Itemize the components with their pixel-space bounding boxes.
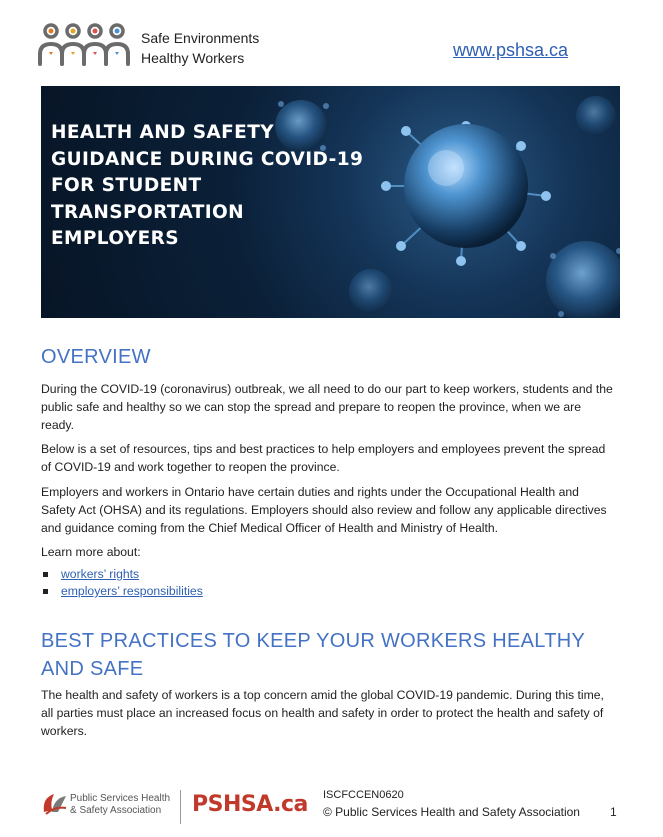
copyright-text: © Public Services Health and Safety Association (323, 805, 580, 819)
people-group-logo-icon (36, 20, 132, 66)
footer-org-name (70, 793, 170, 817)
overview-heading: OVERVIEW (41, 346, 151, 368)
best-practices-heading (41, 627, 585, 683)
hero-banner (41, 86, 620, 318)
tagline-line-1: Safe Environments (141, 30, 260, 46)
document-title: HEALTH AND SAFETY GUIDANCE DURING COVID-19 FOR STUDENT TRANSPORTATION EMPLOYERS (51, 122, 364, 249)
employers-responsibilities-link[interactable]: employers’ responsibilities (61, 584, 203, 598)
best-practices-paragraph: The health and safety of workers is a top concern amid the global COVID-19 pandemic. During this time, all parties must place an increased focus on health and safety in order to protect the health and safety of workers. (41, 688, 604, 738)
best-practices-heading-line-2: AND SAFE (41, 658, 144, 680)
footer-org-line-1: Public Services Health (70, 793, 171, 804)
learn-more-label: Learn more about: (41, 545, 141, 559)
tagline (141, 28, 259, 68)
overview-paragraph-1: During the COVID-19 (coronavirus) outbreak, we all need to do our part to keep workers, students and the public safe and healthy so we can stop the spread and prepare to reopen the province, when we are ready. (41, 382, 613, 432)
bullet-square-icon (43, 572, 48, 577)
footer-brand: PSHSA.ca (192, 792, 308, 817)
learn-more-list (41, 566, 203, 600)
document-code: ISCFCCEN0620 (323, 789, 404, 801)
workers-rights-link[interactable]: workers’ rights (61, 567, 140, 581)
pshsa-leaf-logo-icon (40, 788, 70, 818)
tagline-line-2: Healthy Workers (141, 50, 245, 66)
best-practices-heading-line-1: BEST PRACTICES TO KEEP YOUR WORKERS HEALTHY (41, 630, 586, 652)
bullet-square-icon (43, 589, 48, 594)
page-footer (0, 780, 663, 837)
page-header (0, 0, 663, 80)
footer-org-line-2: & Safety Association (70, 805, 162, 816)
page-number: 1 (610, 805, 617, 819)
overview-paragraph-3: Employers and workers in Ontario have certain duties and rights under the Occupational Health and Safety Act (OHSA) and its regulations. Employers should also review and follow any applicable directives and guidance coming from the Chief Medical Officer of Health and Ministry of Health. (41, 485, 607, 535)
footer-divider (180, 790, 181, 824)
overview-paragraph-2: Below is a set of resources, tips and best practices to help employers and employees prevent the spread of COVID-19 and work together to reopen the province. (41, 442, 606, 474)
website-link[interactable]: www.pshsa.ca (453, 40, 569, 60)
list-item (41, 583, 203, 600)
list-item (41, 566, 203, 583)
